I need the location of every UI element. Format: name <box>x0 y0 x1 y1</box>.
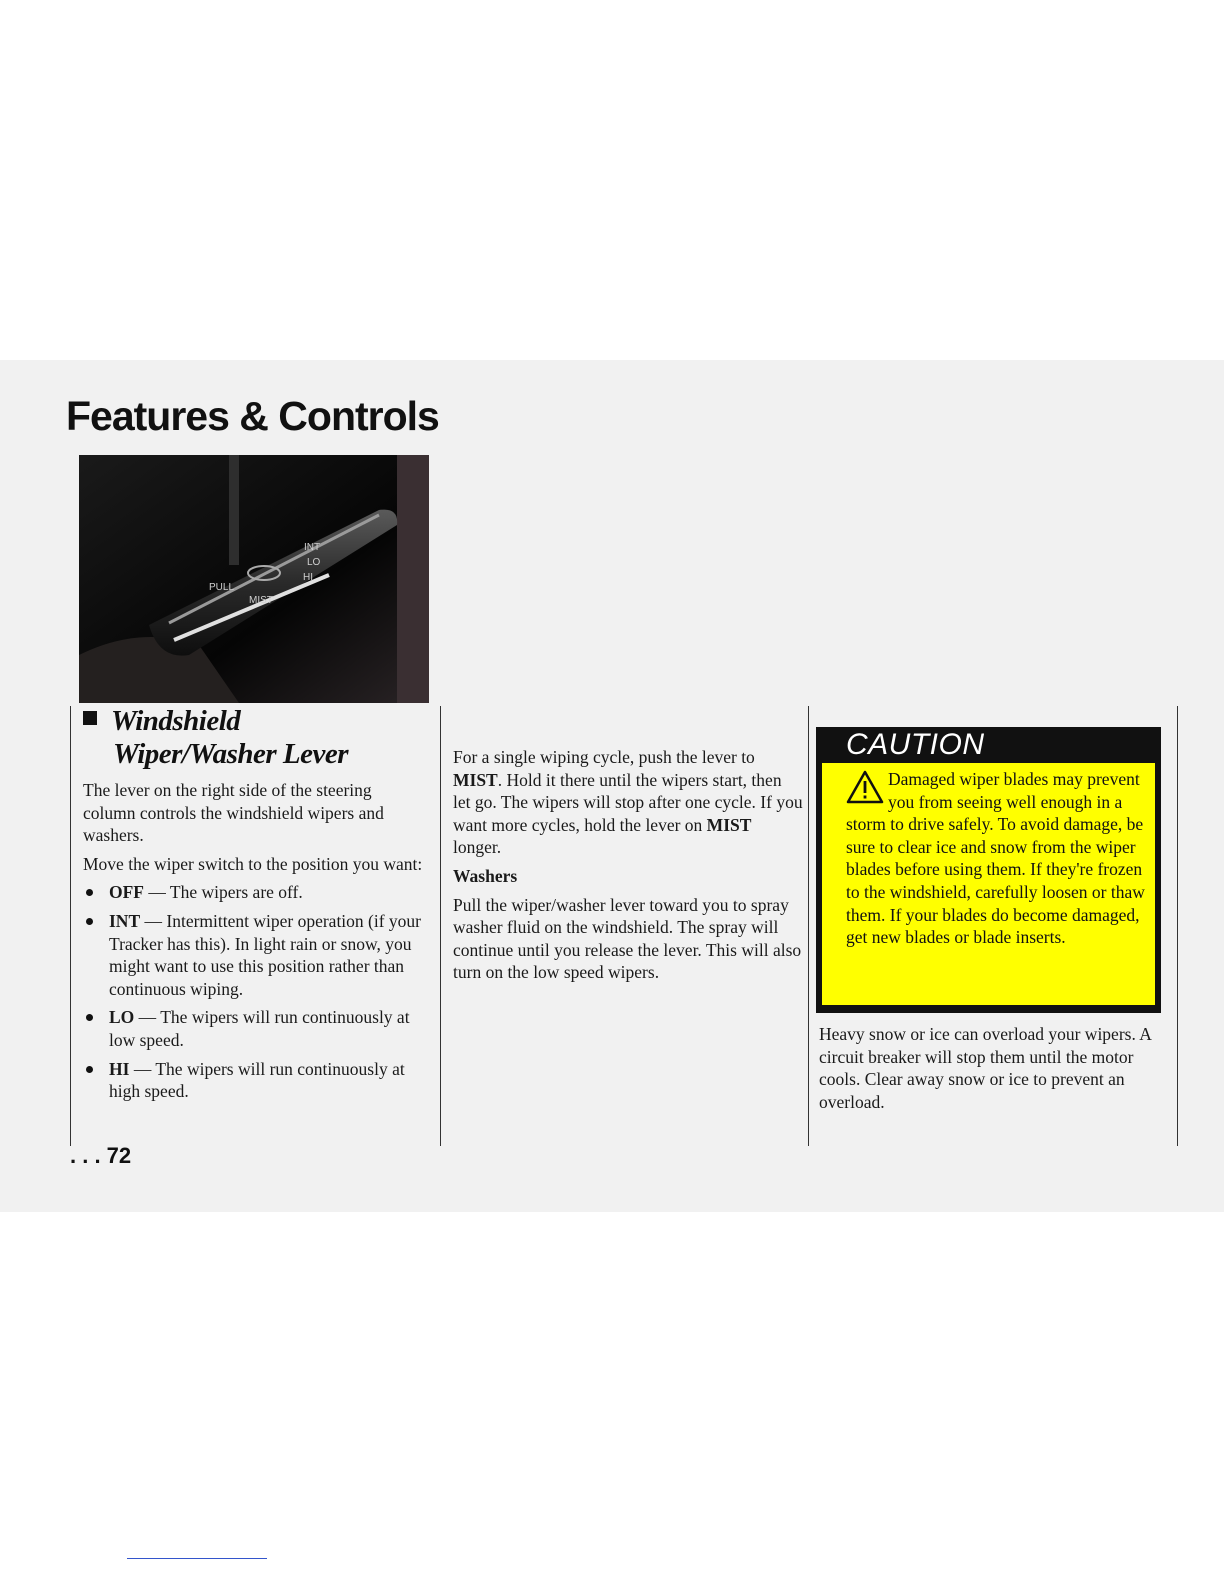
column-1 <box>83 705 423 1109</box>
caution-body <box>822 763 1155 1005</box>
column-divider-1 <box>440 706 441 1146</box>
list-item: HI — The wipers will run continuously at high speed. <box>83 1058 423 1103</box>
lever-label-mist: MIST <box>249 595 273 606</box>
lever-label-lo: LO <box>307 557 321 568</box>
heading-bullet-icon <box>83 711 97 725</box>
washers-paragraph: Pull the wiper/washer lever toward you to spray washer fluid on the windshield. The spray will continue until you release the lever. This will also turn on the low speed wipers. <box>453 894 802 983</box>
list-item: OFF — The wipers are off. <box>83 881 423 904</box>
caution-title: CAUTION <box>846 728 985 761</box>
column-divider-right <box>1177 706 1178 1146</box>
page-number: . . . 72 <box>70 1143 132 1168</box>
lever-label-int: INT <box>304 542 321 553</box>
caution-text: Damaged wiper blades may prevent you from seeing well enough in a storm to drive safely. To avoid damage, be sure to clear ice and snow from the wiper blades before using them. If they're frozen to the windshield, carefully loosen or thaw them. If your blades do become damaged, get new blades or blade inserts. <box>846 769 1145 948</box>
section-heading: Windshield Wiper/Washer Lever <box>83 705 423 771</box>
column-2 <box>453 746 803 990</box>
intro-paragraph: The lever on the right side of the steering column controls the windshield wipers and washers. <box>83 780 384 846</box>
wiper-lever-photo <box>79 455 429 703</box>
column-3-text <box>819 1023 1164 1119</box>
wiper-options-list <box>83 881 423 1102</box>
footer-underline <box>127 1558 267 1559</box>
list-item: INT — Intermittent wiper operation (if your Tracker has this). In light rain or snow, you might want to use this position rather than continuous wiping. <box>83 910 423 1000</box>
warning-triangle-icon <box>846 770 884 804</box>
overload-paragraph: Heavy snow or ice can overload your wipers. A circuit breaker will stop them until the motor cools. Clear away snow or ice to prevent an overload. <box>819 1024 1151 1112</box>
lever-label-pull: PULL <box>209 582 235 593</box>
washers-subheading: Washers <box>453 865 518 886</box>
section-title: Features & Controls <box>66 393 439 439</box>
single-cycle-paragraph: For a single wiping cycle, push the lever to MIST. Hold it there until the wipers start, then let go. The wipers will stop after one cycle. If you want more cycles, hold the lever on MIST longer. <box>453 747 803 858</box>
caution-box <box>816 727 1161 1013</box>
instruction-paragraph: Move the wiper switch to the position you want: <box>83 853 423 874</box>
list-item: LO — The wipers will run continuously at low speed. <box>83 1006 423 1051</box>
column-divider-left <box>70 706 71 1146</box>
column-divider-2 <box>808 706 809 1146</box>
lever-label-hi: HI <box>303 572 313 583</box>
